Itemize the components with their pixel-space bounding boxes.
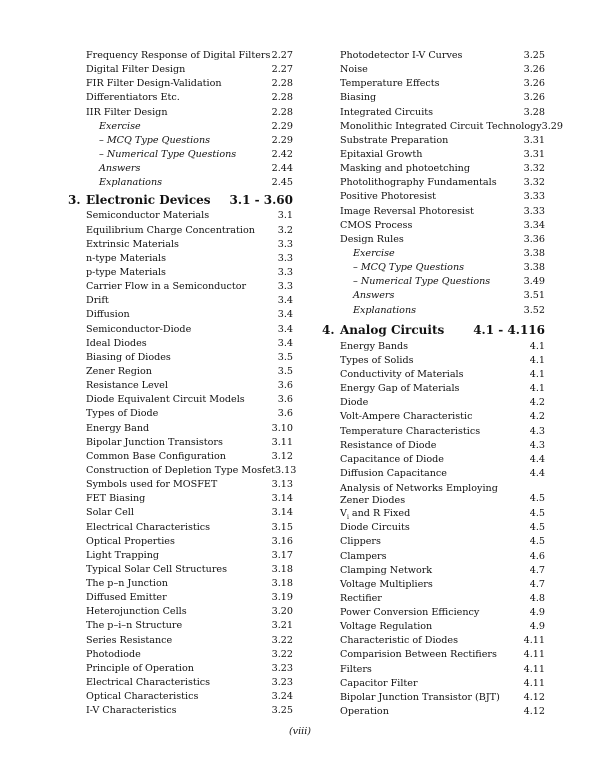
toc-entry-page: 4.5 [529, 493, 545, 505]
toc-entry[interactable] [86, 690, 293, 704]
toc-entry[interactable] [86, 49, 293, 63]
toc-entry-label: Equilibrium Charge Concentration [86, 224, 255, 236]
toc-entry-page: 3.38 [523, 262, 545, 274]
toc-entry[interactable] [340, 564, 545, 578]
toc-entry-page: 4.1 [529, 340, 545, 352]
toc-entry-page: 4.12 [523, 706, 545, 718]
toc-entry-label: Diffusion [86, 309, 130, 321]
toc-entry[interactable] [340, 481, 545, 507]
toc-entry-page: 3.29 [541, 120, 564, 132]
toc-entry[interactable] [340, 396, 545, 410]
toc-entry[interactable] [86, 63, 293, 77]
toc-entry-label: Frequency Response of Digital Filters [86, 50, 271, 61]
chapter-title: Analog Circuits [340, 323, 445, 338]
toc-entry-label: Temperature Characteristics [340, 425, 481, 437]
toc-entry[interactable] [340, 49, 545, 63]
toc-entry-label: – Numerical Type Questions [99, 148, 237, 160]
toc-entry-label: I-V Characteristics [86, 705, 177, 717]
toc-entry[interactable] [86, 422, 293, 436]
toc-entry-label: Positive Photoresist [340, 191, 436, 203]
toc-entry[interactable] [340, 535, 545, 549]
toc-entry-label: Noise [340, 64, 368, 76]
toc-entry[interactable] [340, 620, 545, 634]
toc-entry-page: 4.9 [529, 621, 545, 633]
toc-entry-label: Image Reversal Photoresist [340, 205, 474, 217]
toc-entry-page: 4.1 [529, 368, 545, 380]
toc-entry-label: FET Biasing [86, 493, 146, 505]
toc-entry-page: 4.7 [529, 564, 545, 576]
toc-entry[interactable] [86, 478, 293, 492]
toc-entry[interactable] [340, 134, 545, 148]
toc-entry[interactable] [86, 308, 293, 322]
toc-entry-label: Symbols used for MOSFET [86, 479, 218, 491]
toc-entry[interactable] [340, 663, 545, 677]
toc-entry[interactable] [340, 382, 545, 396]
toc-entry[interactable] [86, 209, 293, 223]
chapter-title: Electronic Devices [86, 192, 211, 207]
toc-entry-page: 3.33 [523, 191, 545, 203]
toc-entry-page: 3.6 [277, 408, 293, 420]
toc-entry-page: 3.33 [523, 205, 545, 217]
toc-entry[interactable] [86, 91, 293, 105]
toc-entry-page: 3.4 [277, 323, 293, 335]
toc-entry-page: 3.21 [271, 620, 293, 632]
toc-entry-label: Characteristic of Diodes [340, 635, 459, 647]
toc-entry-label: Digital Filter Design [86, 64, 186, 76]
toc-entry[interactable] [340, 63, 545, 77]
toc-entry-label: Integrated Circuits [340, 106, 434, 118]
toc-entry-label: Zener Region [86, 365, 152, 377]
toc-entry-label: Carrier Flow in a Semiconductor [86, 281, 247, 293]
toc-entry-page: 3.20 [271, 606, 293, 618]
toc-entry-label: IIR Filter Design [86, 106, 168, 118]
toc-entry[interactable] [86, 436, 293, 450]
toc-entry-page: 3.22 [271, 648, 293, 660]
left-chapter-items [86, 209, 297, 718]
toc-entry[interactable] [340, 304, 545, 318]
toc-entry-label: Bipolar Junction Transistors [86, 436, 223, 448]
toc-entry-page: 4.1 [529, 383, 545, 395]
toc-entry-label: Explanations [99, 177, 163, 189]
toc-entry-label: Drift [86, 295, 109, 307]
toc-entry-page: 3.14 [271, 507, 293, 519]
toc-entry-label: Biasing [340, 92, 377, 104]
toc-entry-page: 4.4 [529, 467, 545, 479]
toc-entry-page: 3.12 [271, 450, 293, 462]
toc-entry[interactable] [86, 464, 297, 478]
toc-entry-label: Rectifier [340, 592, 382, 604]
toc-entry-page: 3.18 [271, 563, 293, 575]
toc-entry[interactable] [340, 289, 545, 303]
toc-entry-page: 3.2 [277, 224, 293, 236]
toc-entry[interactable] [340, 91, 545, 105]
toc-entry-page: 3.28 [523, 106, 545, 118]
toc-entry-page: 3.3 [277, 252, 293, 264]
toc-entry[interactable] [86, 619, 293, 633]
toc-entry-page: 3.22 [271, 634, 293, 646]
toc-entry-label: The p–n Junction [86, 578, 168, 590]
toc-entry-label: Power Conversion Efficiency [340, 607, 480, 619]
toc-entry-page: 3.4 [277, 337, 293, 349]
toc-entry-page: 3.25 [523, 50, 545, 61]
toc-entry[interactable] [86, 450, 293, 464]
toc-entry[interactable] [340, 176, 545, 190]
toc-entry[interactable] [340, 205, 545, 219]
chapter-number: 4. [322, 323, 335, 338]
chapter-number: 3. [68, 192, 81, 207]
toc-entry-page: 3.18 [271, 578, 293, 590]
toc-entry-page: 2.27 [271, 50, 293, 61]
toc-entry[interactable] [340, 507, 545, 521]
toc-entry-label: Answers [353, 290, 395, 302]
toc-entry-page: 3.31 [523, 148, 545, 160]
toc-entry-label: Light Trapping [86, 549, 160, 561]
right-pre-items [340, 49, 564, 318]
toc-entry[interactable] [86, 294, 293, 308]
toc-entry[interactable] [86, 106, 293, 120]
toc-entry[interactable] [86, 351, 293, 365]
toc-entry-page: 3.16 [271, 535, 293, 547]
toc-entry-label: Types of Solids [340, 354, 414, 366]
toc-entry-page: 2.27 [271, 64, 293, 76]
toc-entry-page: 4.5 [529, 536, 545, 548]
toc-entry[interactable] [340, 247, 545, 261]
toc-entry[interactable] [340, 340, 545, 354]
toc-entry-label: Voltage Multipliers [340, 578, 433, 590]
toc-entry-label: Comparision Between Rectifiers [340, 649, 497, 661]
toc-entry[interactable] [86, 238, 293, 252]
toc-entry-label: Exercise [99, 120, 141, 132]
toc-entry-page: 3.15 [271, 521, 293, 533]
toc-entry-label: CMOS Process [340, 219, 413, 231]
toc-entry[interactable] [86, 162, 293, 176]
toc-entry-page: 3.19 [271, 592, 293, 604]
toc-entry-label: Clippers [340, 536, 381, 548]
toc-entry-label: – Numerical Type Questions [353, 276, 491, 288]
toc-entry-page: 3.49 [523, 276, 545, 288]
toc-entry[interactable] [340, 77, 545, 91]
toc-entry-label: Construction of Depletion Type Mosfet [86, 464, 275, 476]
toc-entry[interactable] [86, 365, 293, 379]
toc-entry-page: 3.34 [523, 219, 545, 231]
toc-entry-label: Clamping Network [340, 564, 433, 576]
toc-entry-label: Answers [99, 163, 141, 175]
toc-entry-page: 3.3 [277, 238, 293, 250]
toc-entry-page: 4.6 [529, 550, 545, 562]
toc-entry-label: Diode [340, 397, 369, 409]
toc-entry[interactable] [86, 77, 293, 91]
toc-entry-page: 4.3 [529, 439, 545, 451]
toc-entry-label: Electrical Characteristics [86, 677, 211, 689]
toc-left-column [68, 49, 297, 718]
toc-entry-page: 3.38 [523, 247, 545, 259]
toc-entry[interactable] [340, 162, 545, 176]
toc-entry[interactable] [340, 578, 545, 592]
toc-entry-label: $V_i$ and R Fixed [340, 508, 411, 521]
toc-entry[interactable] [340, 592, 545, 606]
toc-entry-page: 2.28 [271, 92, 293, 104]
toc-entry-label: Optical Characteristics [86, 691, 199, 703]
toc-entry[interactable] [340, 648, 545, 662]
toc-entry-label: Diffusion Capacitance [340, 467, 447, 479]
toc-entry[interactable] [340, 521, 545, 535]
toc-entry-label: Differentiators Etc. [86, 92, 180, 104]
toc-entry-page: 2.29 [271, 120, 293, 132]
toc-entry-page: 3.36 [523, 233, 545, 245]
toc-entry-page: 3.26 [523, 64, 545, 76]
toc-entry-label: Capacitance of Diode [340, 453, 444, 465]
toc-entry[interactable] [340, 120, 564, 134]
toc-entry-page: 2.42 [271, 148, 293, 160]
toc-entry[interactable] [86, 134, 293, 148]
toc-entry-label: Explanations [353, 304, 417, 316]
toc-entry-label: Diode Equivalent Circuit Models [86, 394, 245, 406]
toc-entry-page: 3.24 [271, 691, 293, 703]
right-chapter-items-continued [340, 521, 545, 719]
toc-entry-page: 3.32 [523, 163, 545, 175]
toc-entry[interactable] [86, 662, 293, 676]
toc-entry-label: Optical Properties [86, 535, 175, 547]
toc-entry[interactable] [86, 148, 293, 162]
toc-entry-page: 3.26 [523, 78, 545, 90]
toc-entry-label: Design Rules [340, 233, 404, 245]
toc-entry-page: 2.44 [271, 163, 293, 175]
toc-entry[interactable] [340, 106, 545, 120]
toc-entry-label: Diffused Emitter [86, 592, 167, 604]
toc-entry[interactable] [340, 677, 545, 691]
toc-entry-label: Filters [340, 663, 372, 675]
toc-entry-label: Common Base Configuration [86, 450, 226, 462]
toc-entry[interactable] [86, 676, 293, 690]
toc-entry[interactable] [86, 563, 293, 577]
toc-entry-page: 3.5 [277, 351, 293, 363]
toc-entry-label: Exercise [353, 247, 395, 259]
right-chapter-items [340, 340, 545, 481]
toc-entry[interactable] [86, 648, 293, 662]
toc-entry-page: 3.51 [523, 290, 545, 302]
toc-entry[interactable] [340, 261, 545, 275]
toc-entry-label: Biasing of Diodes [86, 351, 171, 363]
toc-entry-label: Masking and photoetching [340, 163, 471, 175]
toc-entry[interactable] [340, 439, 545, 453]
left-pre-items [86, 49, 293, 190]
toc-entry-page: 4.11 [523, 635, 545, 647]
toc-entry-page: 3.10 [271, 422, 293, 434]
toc-entry[interactable] [86, 605, 293, 619]
toc-entry[interactable] [86, 577, 293, 591]
toc-entry-page: 4.11 [523, 677, 545, 689]
toc-entry[interactable] [340, 148, 545, 162]
toc-entry[interactable] [340, 275, 545, 289]
toc-entry-page: 3.52 [523, 304, 545, 316]
chapter-page-range: 3.1 - 3.60 [229, 192, 293, 207]
toc-entry-page: 3.13 [275, 464, 297, 476]
chapter-heading-3[interactable] [68, 190, 293, 209]
toc-entry-page: 3.4 [277, 309, 293, 321]
toc-entry-page: 3.26 [523, 92, 545, 104]
toc-entry-page: 4.11 [523, 649, 545, 661]
toc-entry[interactable] [86, 379, 293, 393]
toc-entry-label: Resistance of Diode [340, 439, 437, 451]
toc-entry[interactable] [340, 219, 545, 233]
toc-entry[interactable] [340, 467, 545, 481]
toc-entry-page: 3.17 [271, 549, 293, 561]
toc-entry-label: Monolithic Integrated Circuit Technology [340, 120, 542, 132]
toc-entry[interactable] [86, 393, 293, 407]
toc-entry[interactable] [340, 705, 545, 719]
toc-entry-page: 4.8 [529, 592, 545, 604]
toc-entry-page: 3.6 [277, 380, 293, 392]
toc-entry-label: Photolithography Fundamentals [340, 177, 497, 189]
toc-entry-label: Analysis of Networks Employing Zener Diodes [340, 483, 498, 507]
toc-entry-page: 4.9 [529, 607, 545, 619]
toc-entry[interactable] [86, 323, 293, 337]
toc-entry-page: 4.5 [529, 508, 545, 520]
toc-entry[interactable] [340, 550, 545, 564]
toc-entry-label: FIR Filter Design-Validation [86, 78, 222, 90]
toc-entry[interactable] [86, 120, 293, 134]
chapter-page-range: 4.1 - 4.116 [473, 323, 545, 338]
toc-entry-page: 3.11 [271, 436, 293, 448]
toc-entry-label: Temperature Effects [340, 78, 440, 90]
toc-entry-page: 3.31 [523, 134, 545, 146]
toc-entry[interactable] [340, 425, 545, 439]
toc-entry-page: 3.14 [271, 493, 293, 505]
toc-entry-label: Photodiode [86, 648, 141, 660]
toc-entry-page: 4.5 [529, 522, 545, 534]
toc-entry[interactable] [340, 368, 545, 382]
toc-entry[interactable] [340, 354, 545, 368]
toc-entry-label: Capacitor Filter [340, 677, 418, 689]
toc-entry[interactable] [86, 634, 293, 648]
toc-entry-label: The p–i–n Structure [86, 620, 183, 632]
toc-entry-page: 4.4 [529, 453, 545, 465]
toc-entry-page: 3.1 [277, 210, 293, 222]
toc-entry[interactable] [86, 266, 293, 280]
toc-entry-page: 3.6 [277, 394, 293, 406]
toc-entry[interactable] [86, 176, 293, 190]
toc-entry-label: Series Resistance [86, 634, 173, 646]
toc-right-column [322, 49, 564, 719]
toc-entry[interactable] [340, 410, 545, 424]
toc-entry-label: p-type Materials [86, 266, 166, 278]
toc-entry-label: Diode Circuits [340, 522, 410, 534]
toc-entry-label: Resistance Level [86, 380, 168, 392]
toc-entry[interactable] [340, 606, 545, 620]
toc-entry[interactable] [86, 704, 293, 718]
toc-entry-page: 3.4 [277, 295, 293, 307]
toc-entry-label: Epitaxial Growth [340, 148, 423, 160]
toc-entry-label: Photodetector I-V Curves [340, 50, 463, 61]
toc-entry-label: Conductivity of Materials [340, 368, 464, 380]
toc-entry[interactable] [86, 224, 293, 238]
toc-entry-page: 3.13 [271, 479, 293, 491]
toc-entry-page: 2.28 [271, 106, 293, 118]
page-number-footer: (viii) [288, 726, 312, 737]
chapter-heading-4[interactable] [322, 321, 545, 340]
toc-entry-page: 4.1 [529, 354, 545, 366]
toc-entry[interactable] [340, 453, 545, 467]
toc-entry-label: n-type Materials [86, 252, 167, 264]
toc-entry-label: Types of Diode [86, 408, 159, 420]
toc-entry[interactable] [86, 252, 293, 266]
toc-entry[interactable] [340, 691, 545, 705]
toc-entry[interactable] [86, 506, 293, 520]
toc-entry-page: 3.23 [271, 677, 293, 689]
toc-entry-page: 3.5 [277, 365, 293, 377]
toc-entry-label: Principle of Operation [86, 662, 194, 674]
toc-entry-label: Solar Cell [86, 507, 134, 519]
toc-entry[interactable] [86, 521, 293, 535]
toc-entry-page: 3.3 [277, 281, 293, 293]
toc-entry-page: 3.23 [271, 662, 293, 674]
toc-entry-label: Clampers [340, 550, 387, 562]
toc-entry-page: 3.3 [277, 266, 293, 278]
toc-entry-label: Bipolar Junction Transistor (BJT) [340, 691, 500, 703]
toc-entry-label: Volt-Ampere Characteristic [340, 411, 473, 423]
toc-entry-label: Heterojunction Cells [86, 606, 187, 618]
toc-entry-page: 4.12 [523, 691, 545, 703]
toc-entry[interactable] [86, 535, 293, 549]
toc-entry[interactable] [340, 634, 545, 648]
toc-entry-label: Substrate Preparation [340, 134, 449, 146]
toc-entry[interactable] [340, 190, 545, 204]
toc-entry-label: Extrinsic Materials [86, 238, 179, 250]
toc-entry-label: Semiconductor-Diode [86, 323, 192, 335]
toc-entry[interactable] [86, 549, 293, 563]
toc-entry-page: 4.2 [529, 411, 545, 423]
toc-entry-label: Energy Bands [340, 340, 409, 352]
toc-entry-label: Operation [340, 706, 389, 718]
toc-entry-page: 2.45 [271, 177, 293, 189]
toc-entry-page: 3.25 [271, 705, 293, 717]
toc-entry-page: 4.11 [523, 663, 545, 675]
toc-entry-label: Semiconductor Materials [86, 210, 210, 222]
toc-entry[interactable] [340, 233, 545, 247]
toc-entry[interactable] [86, 407, 293, 421]
toc-entry-page: 2.28 [271, 78, 293, 90]
toc-entry-label: Typical Solar Cell Structures [86, 563, 228, 575]
toc-entry-label: Energy Gap of Materials [340, 383, 460, 395]
toc-entry-label: Energy Band [86, 422, 150, 434]
toc-entry-label: Ideal Diodes [86, 337, 147, 349]
toc-entry-label: – MCQ Type Questions [99, 134, 211, 146]
toc-entry-page: 4.3 [529, 425, 545, 437]
toc-entry-label: – MCQ Type Questions [353, 262, 465, 274]
toc-entry[interactable] [86, 280, 293, 294]
toc-entry-page: 2.29 [271, 134, 293, 146]
toc-entry[interactable] [86, 492, 293, 506]
toc-entry-label: Voltage Regulation [340, 621, 433, 633]
toc-entry[interactable] [86, 337, 293, 351]
toc-entry-page: 3.32 [523, 177, 545, 189]
toc-entry-page: 4.2 [529, 397, 545, 409]
toc-entry[interactable] [86, 591, 293, 605]
toc-entry-label: Electrical Characteristics [86, 521, 211, 533]
toc-entry-page: 4.7 [529, 578, 545, 590]
